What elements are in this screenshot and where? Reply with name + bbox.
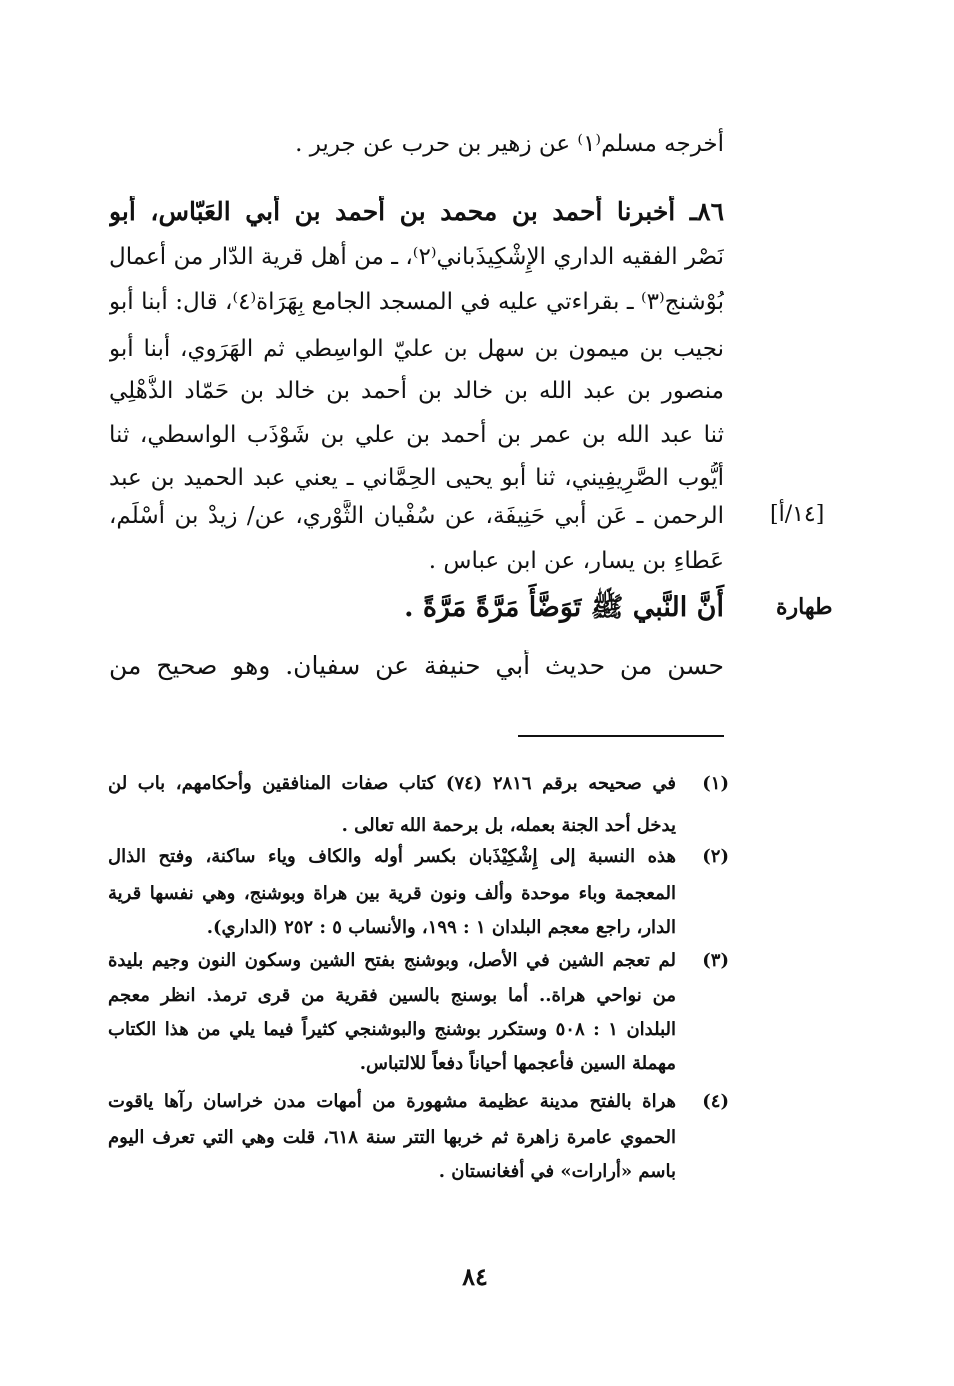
text-line-3: نَصْر الفقيه الداري الإِشْكِيذَباني⁽٢⁾، ـ من أهل قرية الدّار من أعمال <box>109 244 724 270</box>
text-line-5: نجيب بن ميمون بن سهل بن عليّ الواسِطي ثم الهَرَوي، أبنا أبو <box>109 336 724 362</box>
footnote-4-line: هراة بالفتح مدينة عظيمة مشهورة من أمهات مدن خراسان رآها ياقوت <box>108 1091 676 1112</box>
hadith-matn: أَنَّ النَّبي ﷺ تَوَضَّأَ مَرَّةً مَرَّةً . <box>404 592 724 623</box>
footnote-2-line: هذه النسبة إلى إِشْكِيْذَبان بكسر أوله والكاف وياء ساكنة، وفتح الذال <box>108 846 676 867</box>
page-number: ٨٤ <box>462 1262 488 1291</box>
footnote-1-number: (١) <box>702 773 729 794</box>
text-line-10: عَطاءِ بن يسار، عن ابن عباس . <box>428 548 724 574</box>
text-line-7: ثنا عبد الله بن عمر بن أحمد بن علي بن شَوْذَب الواسطي، ثنا <box>109 422 724 448</box>
footnote-4-line: الحموي عامرة زاهرة ثم خربها التتر سنة ٦١٨، قلت وهي التي تعرف اليوم <box>108 1127 676 1148</box>
text-line-1: أخرجه مسلم⁽١⁾ عن زهير بن حرب عن جرير . <box>295 131 724 157</box>
text-line-8: أَيُّوب الصَّرِيفِيني، ثنا أبو يحيى الحِمَّاني ـ يعني عبد الحميد بن عبد <box>109 465 724 491</box>
topic-marker: طهارة <box>776 594 833 620</box>
footnote-1-line: في صحيحه برقم ٢٨١٦ (٧٤) كتاب صفات المنافقين وأحكامهم، باب لن <box>108 773 676 794</box>
footnote-1-line: يدخل أحد الجنة بعمله، بل برحمة الله تعالى . <box>341 815 676 836</box>
footnote-3-line: لم تعجم الشين في الأصل، وبوشنج بفتح الشين وسكون النون وجيم بليدة <box>108 950 676 971</box>
footnote-2-line: المعجمة وباء موحدة وألف ونون قرية بين هراة وبوشنج، وهي نفسها قرية <box>108 883 676 904</box>
footnote-2-line: الدار، راجع معجم البلدان ١ : ١٩٩، والأنساب ٥ : ٢٥٢ (الداري). <box>206 917 676 938</box>
footnote-3-line: من نواحي هراة.. أما بوسنج بالسين فقرية من قرى ترمذ. انظر معجم <box>108 985 676 1006</box>
footnote-4-number: (٤) <box>702 1091 729 1112</box>
footnote-3-number: (٣) <box>702 950 729 971</box>
footnote-3-line: مهملة السين فأعجمها أحياناً دفعاً للالتباس. <box>359 1053 676 1074</box>
footnote-4-line: باسم «أرارات» في أفغانستان . <box>438 1161 676 1182</box>
text-line-9: الرحمن ـ عَن أبي حَنِيفَة، عن سُفْيان الثَّوْري، عن/ زيدْ بن أَسْلَم، <box>109 503 724 529</box>
footnote-separator <box>518 735 724 737</box>
hadith-86-heading-line: ٨٦ـ أخبرنا أحمد بن محمد بن أحمد بن أبي العَبّاس، أبو <box>109 197 724 226</box>
text-line-12: حسن من حديث أبي حنيفة عن سفيان. وهو صحيح من <box>109 651 724 680</box>
text-line-4: بُوْشنج⁽٣⁾ ـ بقراءتي عليه في المسجد الجامع بِهَرَاة⁽٤⁾، قال: أبنا أبو <box>109 289 724 315</box>
text-line-6: منصور بن عبد الله بن خالد بن أحمد بن خالد بن حَمّاد الذُّهْلِي <box>109 378 724 404</box>
footnote-3-line: البلدان ١ : ٥٠٨ وستكرر بوشنج والبوشنجي كثيراً فيما يلي من هذا الكتاب <box>108 1019 676 1040</box>
footnote-2-number: (٢) <box>702 846 729 867</box>
folio-marker: [١٤/أ] <box>770 502 825 527</box>
